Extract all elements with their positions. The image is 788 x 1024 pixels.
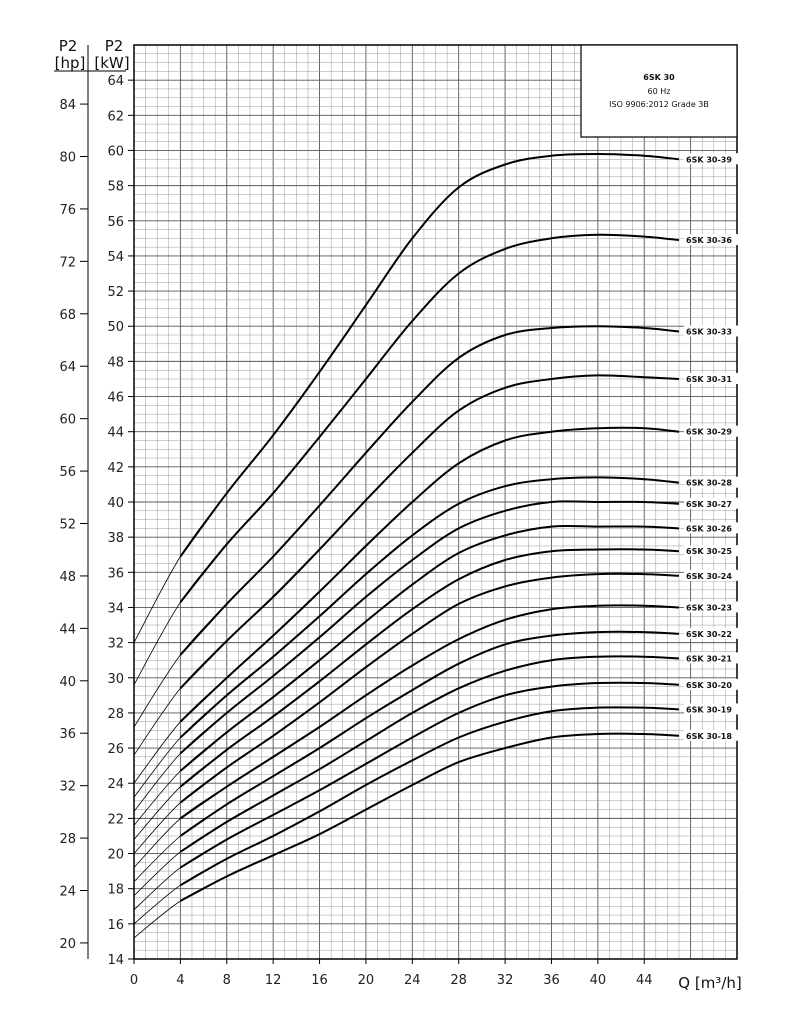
kw-tick-label: 50 <box>107 320 124 336</box>
curve-label-6sk-30-26: 6SK 30-26 <box>686 524 732 534</box>
curve-label-6sk-30-36: 6SK 30-36 <box>686 236 732 246</box>
x-tick-label: 32 <box>496 973 514 988</box>
curve-label-6sk-30-18: 6SK 30-18 <box>686 731 732 741</box>
kw-tick-label: 22 <box>107 812 124 828</box>
x-tick-label: 8 <box>222 973 231 988</box>
hp-tick-label: 28 <box>59 832 76 848</box>
x-axis-title: Q [m³/h] <box>678 974 742 992</box>
curve-label-6sk-30-31: 6SK 30-31 <box>686 374 732 384</box>
kw-tick-label: 34 <box>107 601 124 617</box>
x-tick-label: 16 <box>311 973 328 988</box>
kw-tick-label: 44 <box>107 425 124 441</box>
hp-axis-title: P2 <box>58 37 78 55</box>
kw-tick-label: 52 <box>107 285 124 301</box>
kw-tick-label: 14 <box>107 953 124 968</box>
hp-tick-label: 24 <box>59 884 76 900</box>
hp-tick-label: 48 <box>59 569 76 585</box>
hp-tick-label: 60 <box>59 412 76 428</box>
hp-tick-label: 44 <box>59 622 76 638</box>
kw-tick-label: 38 <box>107 531 124 547</box>
kw-tick-label: 56 <box>107 214 124 230</box>
hp-tick-label: 84 <box>59 98 76 114</box>
curve-6sk-30-21 <box>180 656 679 851</box>
kw-tick-label: 36 <box>107 566 124 582</box>
info-box <box>581 45 737 137</box>
hp-tick-label: 76 <box>59 202 76 218</box>
curve-label-6sk-30-23: 6SK 30-23 <box>686 603 732 613</box>
kw-tick-label: 18 <box>107 882 124 898</box>
hp-tick-label: 56 <box>59 465 76 481</box>
kw-tick-label: 42 <box>107 460 124 476</box>
chart-title: 6SK 30 <box>643 73 675 82</box>
x-tick-label: 28 <box>450 973 467 988</box>
hp-tick-label: 40 <box>59 674 76 690</box>
x-tick-label: 40 <box>589 973 607 988</box>
kw-tick-label: 60 <box>107 144 124 160</box>
kw-tick-label: 54 <box>107 249 124 265</box>
kw-axis-unit: [kW] <box>94 54 130 72</box>
curve-label-6sk-30-39: 6SK 30-39 <box>686 155 732 165</box>
kw-tick-label: 24 <box>107 777 124 793</box>
curve-label-6sk-30-22: 6SK 30-22 <box>686 629 732 639</box>
kw-tick-label: 48 <box>107 355 124 371</box>
x-tick-label: 36 <box>543 973 560 988</box>
curve-label-6sk-30-20: 6SK 30-20 <box>686 680 732 690</box>
hp-tick-label: 32 <box>59 779 76 795</box>
curve-label-6sk-30-29: 6SK 30-29 <box>686 427 732 437</box>
curve-label-6sk-30-33: 6SK 30-33 <box>686 327 732 337</box>
hp-tick-label: 64 <box>59 360 76 376</box>
kw-tick-label: 28 <box>107 706 124 722</box>
kw-tick-label: 30 <box>107 671 124 687</box>
curve-labels <box>684 153 738 741</box>
kw-tick-label: 64 <box>107 74 124 90</box>
ticks <box>59 45 652 988</box>
x-tick-label: 4 <box>176 973 185 988</box>
kw-tick-label: 58 <box>107 179 124 195</box>
curve-label-6sk-30-27: 6SK 30-27 <box>686 499 732 509</box>
x-tick-label: 12 <box>264 973 282 988</box>
curve-label-6sk-30-24: 6SK 30-24 <box>686 571 732 581</box>
kw-tick-label: 32 <box>107 636 124 652</box>
x-tick-label: 20 <box>357 973 375 988</box>
curve-label-6sk-30-21: 6SK 30-21 <box>686 654 732 664</box>
chart-subtitle-standard: ISO 9906:2012 Grade 3B <box>609 100 709 109</box>
kw-tick-label: 16 <box>107 917 124 933</box>
hp-axis-unit: [hp] <box>54 54 86 72</box>
kw-tick-label: 46 <box>107 390 124 406</box>
curve-label-6sk-30-19: 6SK 30-19 <box>686 705 732 715</box>
kw-axis-title: P2 <box>104 37 124 55</box>
curve-6sk-30-18 <box>180 734 679 901</box>
curve-6sk-30-39 <box>180 154 679 557</box>
curve-6sk-30-27 <box>180 501 679 753</box>
curve-label-6sk-30-28: 6SK 30-28 <box>686 478 732 488</box>
hp-tick-label: 68 <box>59 307 76 323</box>
hp-tick-label: 80 <box>59 150 76 166</box>
kw-tick-label: 62 <box>107 109 124 125</box>
x-tick-label: 0 <box>129 973 139 988</box>
hp-tick-label: 72 <box>59 255 76 271</box>
curve-6sk-30-31 <box>180 375 679 688</box>
chart-subtitle-frequency: 60 Hz <box>647 87 671 96</box>
x-tick-label: 24 <box>404 973 421 988</box>
curve-label-6sk-30-25: 6SK 30-25 <box>686 547 732 557</box>
hp-tick-label: 20 <box>59 936 76 952</box>
kw-tick-label: 40 <box>107 496 124 511</box>
hp-tick-label: 52 <box>59 517 76 533</box>
x-tick-label: 44 <box>635 973 653 988</box>
kw-tick-label: 20 <box>107 847 124 863</box>
hp-tick-label: 36 <box>59 727 76 743</box>
kw-tick-label: 26 <box>107 742 124 758</box>
